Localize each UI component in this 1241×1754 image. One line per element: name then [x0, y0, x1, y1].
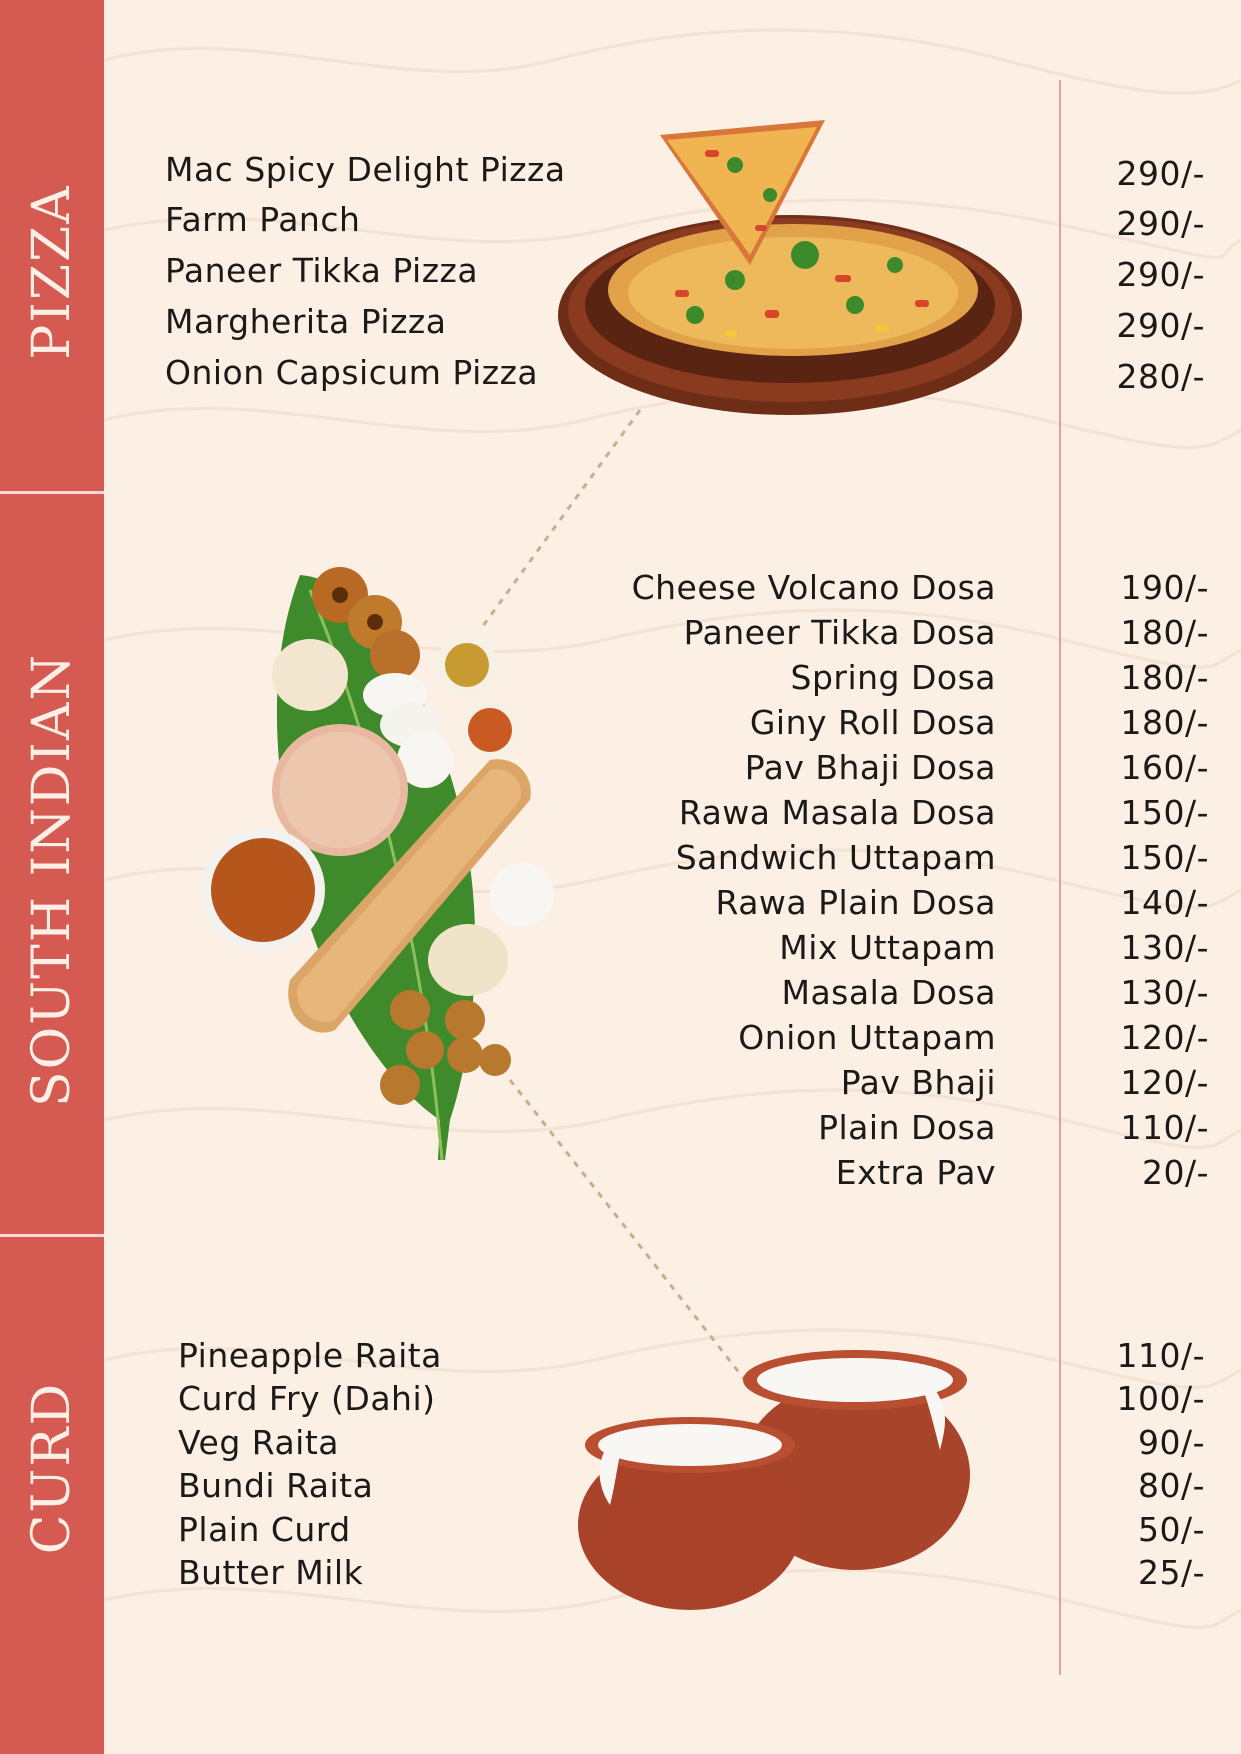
- menu-item-price: 280/-: [1116, 357, 1205, 396]
- menu-item-name: Extra Pav: [835, 1153, 996, 1192]
- menu-item-name: Onion Capsicum Pizza: [165, 353, 539, 392]
- menu-item-price: 290/-: [1116, 204, 1205, 243]
- menu-item-price: 130/-: [1120, 928, 1209, 967]
- menu-item-name: Rawa Masala Dosa: [678, 793, 996, 832]
- menu-item-price: 25/-: [1137, 1553, 1205, 1592]
- section-label-curd: CURD: [22, 1381, 82, 1555]
- menu-item-name: Bundi Raita: [178, 1466, 374, 1505]
- menu-item-price: 160/-: [1120, 748, 1209, 787]
- menu-item-price: 20/-: [1141, 1153, 1209, 1192]
- menu-item-price: 290/-: [1116, 154, 1205, 193]
- menu-item-price: 190/-: [1120, 568, 1209, 607]
- menu-item-price: 290/-: [1116, 255, 1205, 294]
- menu-item-name: Plain Curd: [178, 1510, 351, 1549]
- menu-item-price: 180/-: [1120, 703, 1209, 742]
- menu-item-price: 120/-: [1120, 1063, 1209, 1102]
- menu-item-price: 110/-: [1120, 1108, 1209, 1147]
- menu-item-price: 80/-: [1137, 1466, 1205, 1505]
- menu-item-price: 110/-: [1116, 1336, 1205, 1375]
- south-indian-platter-illustration: [200, 560, 560, 1210]
- menu-item-name: Paneer Tikka Dosa: [683, 613, 996, 652]
- menu-item-name: Pav Bhaji: [840, 1063, 996, 1102]
- menu-item-name: Plain Dosa: [818, 1108, 996, 1147]
- menu-item-name: Sandwich Uttapam: [675, 838, 996, 877]
- menu-item-name: Mix Uttapam: [779, 928, 996, 967]
- menu-item-name: Farm Panch: [165, 200, 361, 239]
- menu-item-price: 150/-: [1120, 838, 1209, 877]
- menu-item-price: 140/-: [1120, 883, 1209, 922]
- menu-item-name: Rawa Plain Dosa: [715, 883, 996, 922]
- menu-item-name: Masala Dosa: [781, 973, 996, 1012]
- menu-item-name: Pineapple Raita: [178, 1336, 442, 1375]
- menu-item-price: 120/-: [1120, 1018, 1209, 1057]
- menu-item-name: Spring Dosa: [790, 658, 996, 697]
- menu-item-name: Onion Uttapam: [738, 1018, 996, 1057]
- menu-item-name: Butter Milk: [178, 1553, 364, 1592]
- menu-item-name: Mac Spicy Delight Pizza: [165, 150, 566, 189]
- menu-item-name: Paneer Tikka Pizza: [165, 251, 479, 290]
- menu-item-name: Giny Roll Dosa: [749, 703, 996, 742]
- section-label-pizza: PIZZA: [22, 184, 82, 360]
- menu-item-price: 290/-: [1116, 306, 1205, 345]
- menu-item-name: Curd Fry (Dahi): [178, 1379, 436, 1418]
- menu-item-price: 180/-: [1120, 658, 1209, 697]
- section-label-south-indian: SOUTH INDIAN: [22, 653, 82, 1107]
- curd-pots-illustration: [575, 1350, 985, 1615]
- menu-item-price: 150/-: [1120, 793, 1209, 832]
- menu-item-name: Veg Raita: [178, 1423, 340, 1462]
- menu-item-name: Cheese Volcano Dosa: [631, 568, 996, 607]
- pizza-illustration: [555, 115, 1025, 430]
- menu-item-price: 90/-: [1137, 1423, 1205, 1462]
- menu-item-price: 100/-: [1116, 1379, 1205, 1418]
- menu-item-price: 180/-: [1120, 613, 1209, 652]
- menu-item-price: 50/-: [1137, 1510, 1205, 1549]
- menu-item-price: 130/-: [1120, 973, 1209, 1012]
- menu-item-name: Pav Bhaji Dosa: [744, 748, 996, 787]
- menu-item-name: Margherita Pizza: [165, 302, 447, 341]
